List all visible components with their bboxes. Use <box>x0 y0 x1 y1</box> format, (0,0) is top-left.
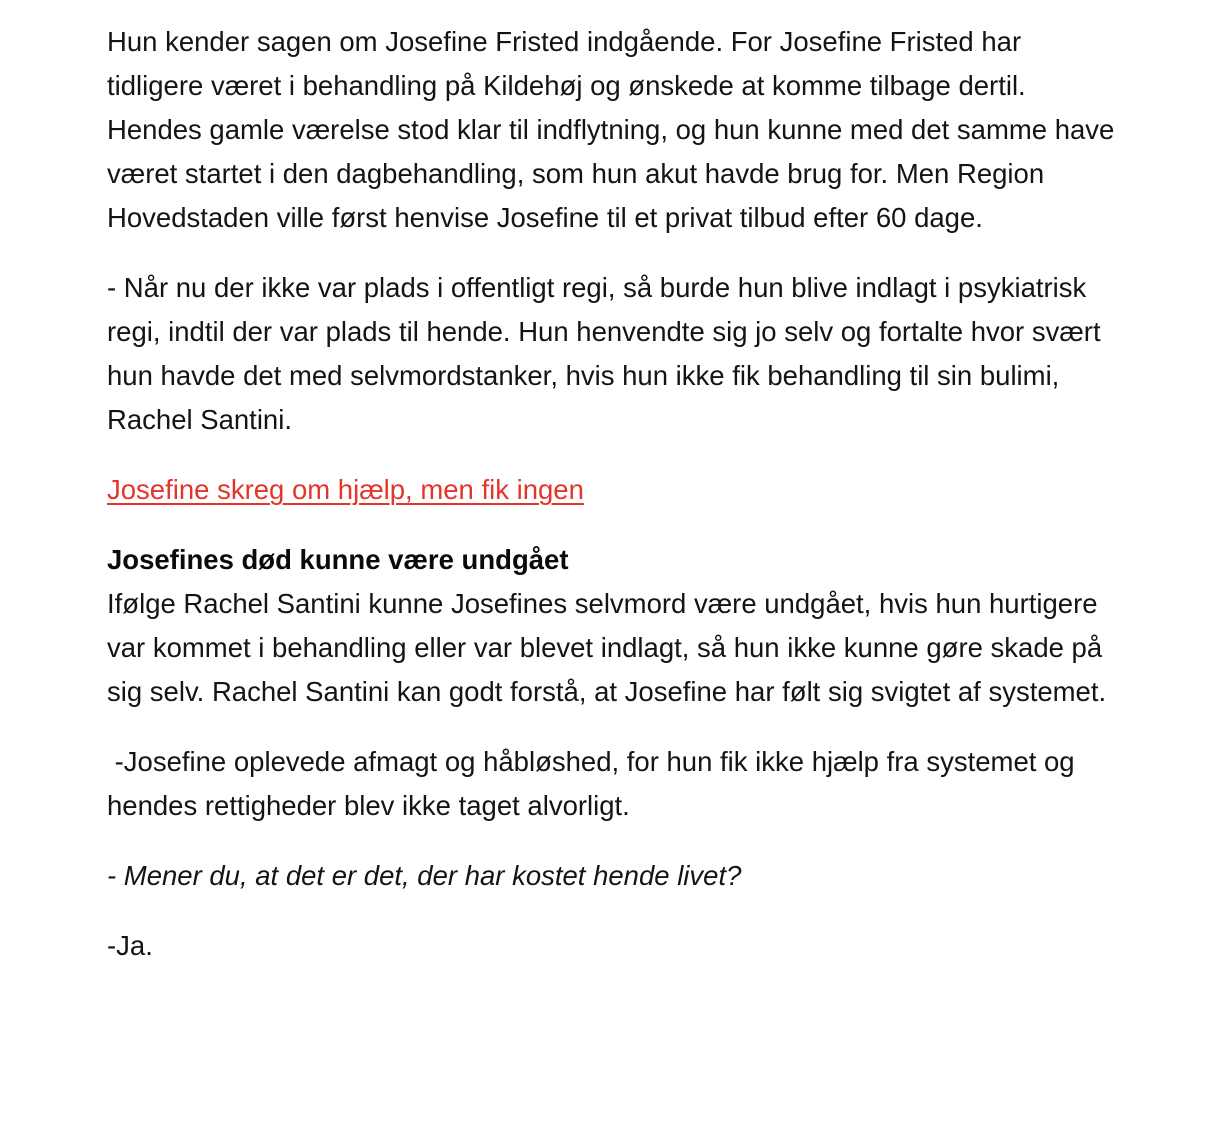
body-paragraph: Hun kender sagen om Josefine Fristed indgående. For Josefine Fristed har tidligere været i behandling på Kildehøj og ønskede at komme tilbage dertil. Hendes gamle værelse stod klar til indflytning, og hun kunne med det samme have været startet i den dagbehandling, som hun akut havde brug for. Men Region Hovedstaden ville først henvise Josefine til et privat tilbud efter 60 dage. <box>107 26 1115 233</box>
interview-question <box>107 854 1117 898</box>
question-text: - Mener du, at det er det, der har kostet hende livet? <box>107 860 742 891</box>
related-link-paragraph <box>107 468 1117 512</box>
interview-answer: -Ja. <box>107 930 153 961</box>
article-body <box>107 20 1117 994</box>
body-paragraph: Ifølge Rachel Santini kunne Josefines selvmord være undgået, hvis hun hurtigere var kommet i behandling eller var blevet indlagt, så hun ikke kunne gøre skade på sig selv. Rachel Santini kan godt forstå, at Josefine har følt sig svigtet af systemet. <box>107 588 1107 707</box>
related-article-link[interactable]: Josefine skreg om hjælp, men fik ingen <box>107 474 584 505</box>
quote-paragraph: -Josefine oplevede afmagt og håbløshed, for hun fik ikke hjælp fra systemet og hendes rettigheder blev ikke taget alvorligt. <box>107 746 1083 821</box>
section-subheading: Josefines død kunne være undgået <box>107 544 569 575</box>
quote-paragraph: - Når nu der ikke var plads i offentligt regi, så burde hun blive indlagt i psykiatrisk regi, indtil der var plads til hende. Hun henvendte sig jo selv og fortalte hvor svært hun havde det med selvmordstanker, hvis hun ikke fik behandling til sin bulimi, Rachel Santini. <box>107 272 1101 435</box>
